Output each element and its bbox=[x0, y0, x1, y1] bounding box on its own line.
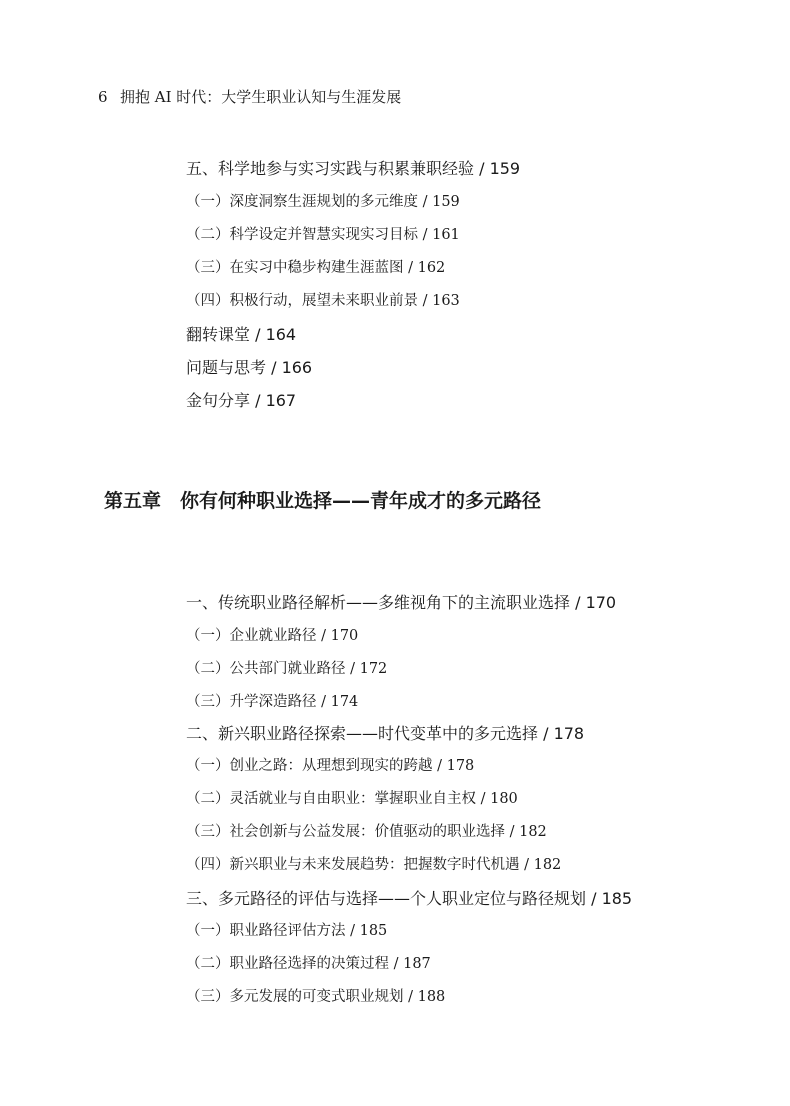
toc-section-entry: 三、多元路径的评估与选择——个人职业定位与路径规划 / 185 bbox=[186, 889, 633, 908]
toc-subsection-entry: （一）企业就业路径 / 170 bbox=[186, 628, 359, 644]
toc-section-entry: 五、科学地参与实习实践与积累兼职经验 / 159 bbox=[186, 159, 521, 178]
toc-subsection-entry: （一）深度洞察生涯规划的多元维度 / 159 bbox=[186, 194, 460, 210]
toc-subsection-entry: （四）积极行动，展望未来职业前景 / 163 bbox=[186, 293, 460, 309]
toc-section-entry: 金句分享 / 167 bbox=[186, 391, 297, 410]
toc-section-entry: 二、新兴职业路径探索——时代变革中的多元选择 / 178 bbox=[186, 724, 585, 743]
chapter-number: 第五章 bbox=[104, 490, 162, 512]
toc-subsection-entry: （三）升学深造路径 / 174 bbox=[186, 694, 359, 710]
toc-subsection-entry: （二）职业路径选择的决策过程 / 187 bbox=[186, 956, 431, 972]
toc-subsection-entry: （二）灵活就业与自由职业：掌握职业自主权 / 180 bbox=[186, 791, 518, 807]
book-title: 拥抱 AI 时代：大学生职业认知与生涯发展 bbox=[120, 88, 402, 106]
toc-subsection-entry: （三）在实习中稳步构建生涯蓝图 / 162 bbox=[186, 260, 446, 276]
toc-subsection-entry: （二）科学设定并智慧实现实习目标 / 161 bbox=[186, 227, 460, 243]
page-number: 6 bbox=[98, 88, 108, 106]
toc-section-entry: 翻转课堂 / 164 bbox=[186, 325, 297, 344]
toc-subsection-entry: （四）新兴职业与未来发展趋势：把握数字时代机遇 / 182 bbox=[186, 857, 562, 873]
running-header bbox=[98, 86, 401, 107]
chapter-heading bbox=[104, 486, 541, 513]
toc-section-entry: 问题与思考 / 166 bbox=[186, 358, 313, 377]
toc-subsection-entry: （一）职业路径评估方法 / 185 bbox=[186, 923, 388, 939]
chapter-title: 你有何种职业选择——青年成才的多元路径 bbox=[180, 490, 542, 512]
toc-subsection-entry: （三）多元发展的可变式职业规划 / 188 bbox=[186, 989, 446, 1005]
toc-subsection-entry: （三）社会创新与公益发展：价值驱动的职业选择 / 182 bbox=[186, 824, 547, 840]
toc-subsection-entry: （一）创业之路：从理想到现实的跨越 / 178 bbox=[186, 758, 475, 774]
toc-section-entry: 一、传统职业路径解析——多维视角下的主流职业选择 / 170 bbox=[186, 593, 617, 612]
toc-subsection-entry: （二）公共部门就业路径 / 172 bbox=[186, 661, 388, 677]
